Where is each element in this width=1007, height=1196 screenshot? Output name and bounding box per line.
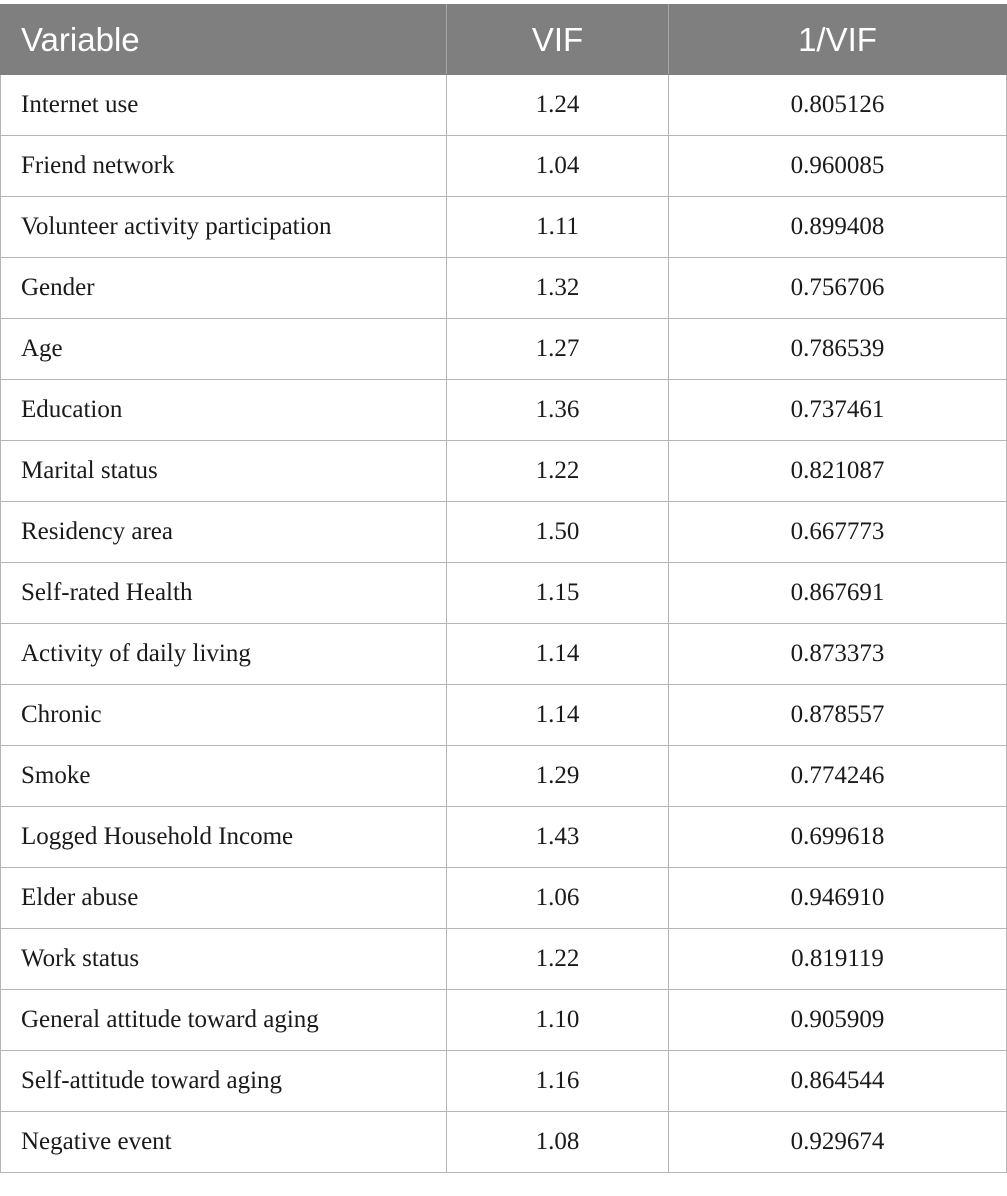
cell-variable: Self-attitude toward aging [1,1051,447,1112]
cell-inverse-vif: 0.821087 [669,441,1007,502]
cell-inverse-vif: 0.867691 [669,563,1007,624]
cell-vif: 1.14 [447,685,669,746]
cell-inverse-vif: 0.805126 [669,75,1007,136]
cell-vif: 1.04 [447,136,669,197]
cell-variable: Internet use [1,75,447,136]
cell-inverse-vif: 0.756706 [669,258,1007,319]
table-row [1,685,1007,746]
cell-variable: Gender [1,258,447,319]
cell-variable: Activity of daily living [1,624,447,685]
table-row [1,258,1007,319]
table-row [1,380,1007,441]
cell-variable: Volunteer activity participation [1,197,447,258]
header-variable: Variable [1,5,447,75]
cell-vif: 1.36 [447,380,669,441]
cell-inverse-vif: 0.667773 [669,502,1007,563]
cell-inverse-vif: 0.774246 [669,746,1007,807]
cell-inverse-vif: 0.946910 [669,868,1007,929]
cell-inverse-vif: 0.960085 [669,136,1007,197]
cell-vif: 1.22 [447,929,669,990]
table-row [1,75,1007,136]
cell-vif: 1.24 [447,75,669,136]
cell-variable: Age [1,319,447,380]
cell-inverse-vif: 0.737461 [669,380,1007,441]
vif-table [0,4,1007,1173]
table-row [1,1051,1007,1112]
cell-vif: 1.10 [447,990,669,1051]
header-row [1,5,1007,75]
header-vif: VIF [447,5,669,75]
table-body [1,75,1007,1173]
table-row [1,319,1007,380]
table-row [1,807,1007,868]
cell-variable: Logged Household Income [1,807,447,868]
cell-vif: 1.27 [447,319,669,380]
vif-table-container [0,4,1006,1173]
cell-variable: Elder abuse [1,868,447,929]
cell-inverse-vif: 0.899408 [669,197,1007,258]
cell-variable: Negative event [1,1112,447,1173]
cell-variable: Friend network [1,136,447,197]
cell-variable: Marital status [1,441,447,502]
table-row [1,929,1007,990]
cell-inverse-vif: 0.905909 [669,990,1007,1051]
cell-variable: General attitude toward aging [1,990,447,1051]
cell-variable: Residency area [1,502,447,563]
table-row [1,746,1007,807]
cell-variable: Education [1,380,447,441]
table-row [1,502,1007,563]
cell-inverse-vif: 0.873373 [669,624,1007,685]
cell-vif: 1.14 [447,624,669,685]
cell-variable: Chronic [1,685,447,746]
cell-vif: 1.43 [447,807,669,868]
cell-inverse-vif: 0.819119 [669,929,1007,990]
cell-vif: 1.06 [447,868,669,929]
table-header [1,5,1007,75]
cell-inverse-vif: 0.699618 [669,807,1007,868]
header-inverse-vif: 1/VIF [669,5,1007,75]
cell-vif: 1.08 [447,1112,669,1173]
table-row [1,563,1007,624]
cell-inverse-vif: 0.786539 [669,319,1007,380]
cell-variable: Self-rated Health [1,563,447,624]
cell-vif: 1.16 [447,1051,669,1112]
table-row [1,136,1007,197]
cell-vif: 1.15 [447,563,669,624]
table-row [1,197,1007,258]
cell-vif: 1.22 [447,441,669,502]
table-row [1,990,1007,1051]
cell-inverse-vif: 0.929674 [669,1112,1007,1173]
cell-vif: 1.50 [447,502,669,563]
cell-vif: 1.32 [447,258,669,319]
cell-variable: Work status [1,929,447,990]
table-row [1,624,1007,685]
cell-vif: 1.11 [447,197,669,258]
cell-vif: 1.29 [447,746,669,807]
cell-inverse-vif: 0.864544 [669,1051,1007,1112]
cell-inverse-vif: 0.878557 [669,685,1007,746]
table-row [1,868,1007,929]
table-row [1,1112,1007,1173]
table-row [1,441,1007,502]
cell-variable: Smoke [1,746,447,807]
